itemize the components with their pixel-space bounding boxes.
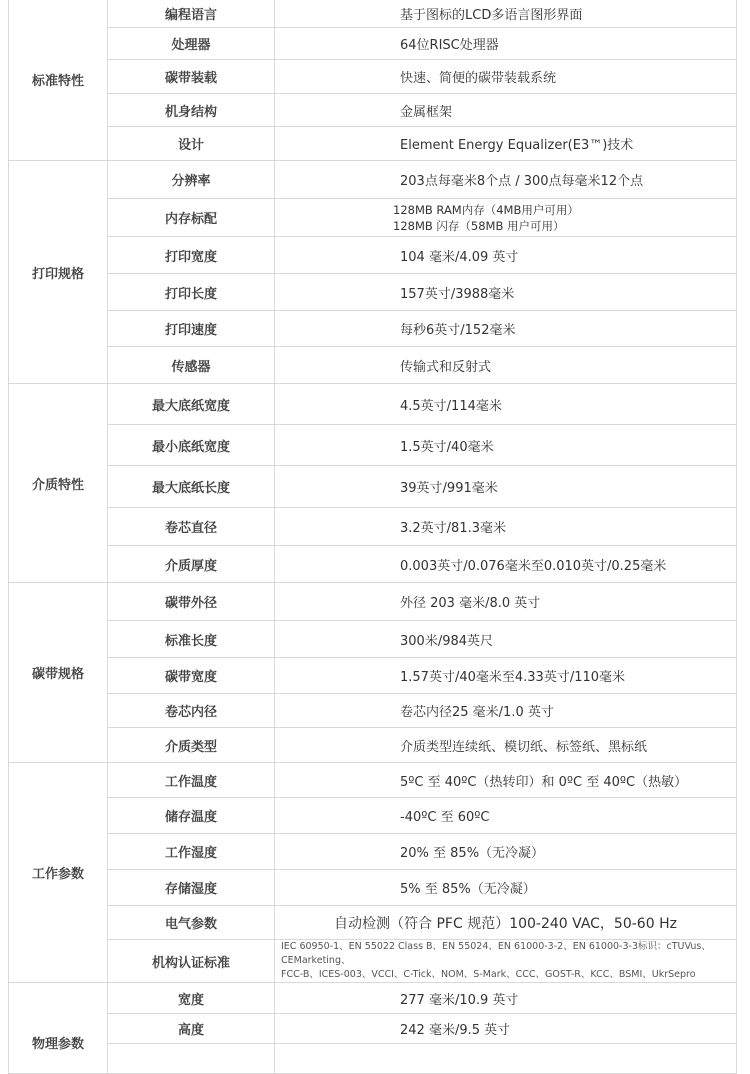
table-row bbox=[9, 384, 737, 425]
row-label: 打印速度 bbox=[108, 311, 275, 347]
row-value: 每秒6英寸/152毫米 bbox=[275, 311, 737, 347]
row-value: 1.57英寸/40毫米至4.33英寸/110毫米 bbox=[275, 658, 737, 694]
row-value: 传输式和反射式 bbox=[275, 347, 737, 384]
table-row bbox=[9, 161, 737, 199]
row-value: 242 毫米/9.5 英寸 bbox=[275, 1014, 737, 1044]
section-label: 介质特性 bbox=[9, 384, 108, 583]
row-value: 203点每毫米8个点 / 300点每毫米12个点 bbox=[275, 161, 737, 199]
row-value: 介质类型连续纸、模切纸、标签纸、黑标纸 bbox=[275, 728, 737, 763]
table-row bbox=[9, 311, 737, 347]
table-row bbox=[9, 94, 737, 127]
row-label: 宽度 bbox=[108, 983, 275, 1014]
table-row bbox=[9, 466, 737, 508]
table-row bbox=[9, 28, 737, 60]
table-row bbox=[9, 728, 737, 763]
row-value: 157英寸/3988毫米 bbox=[275, 274, 737, 311]
value-line: FCC-B、ICES-003、VCCI、C-Tick、NOM、S-Mark、CCC、GOST-R、KCC、BSMI、UkrSepro bbox=[281, 969, 696, 980]
row-value: 5% 至 85%（无冷凝） bbox=[275, 870, 737, 906]
value-line: 128MB RAM内存（4MB用户可用） bbox=[393, 202, 579, 217]
row-label: 工作湿度 bbox=[108, 834, 275, 870]
row-label: 高度 bbox=[108, 1014, 275, 1044]
section-label: 物理参数 bbox=[9, 983, 108, 1074]
section-label: 碳带规格 bbox=[9, 583, 108, 763]
row-label: 标准长度 bbox=[108, 621, 275, 658]
table-row bbox=[9, 621, 737, 658]
row-label: 卷芯内径 bbox=[108, 694, 275, 728]
row-label: 碳带宽度 bbox=[108, 658, 275, 694]
row-label: 最大底纸长度 bbox=[108, 466, 275, 508]
row-label: 内存标配 bbox=[108, 199, 275, 237]
row-label: 电气参数 bbox=[108, 906, 275, 940]
spec-table bbox=[8, 0, 737, 1074]
table-row bbox=[9, 199, 737, 237]
row-label: 介质厚度 bbox=[108, 546, 275, 583]
row-value: 0.003英寸/0.076毫米至0.010英寸/0.25毫米 bbox=[275, 546, 737, 583]
row-value: 自动检测（符合 PFC 规范）100-240 VAC，50-60 Hz bbox=[275, 906, 737, 940]
table-row bbox=[9, 237, 737, 274]
value-line: 128MB 闪存（58MB 用户可用） bbox=[393, 218, 565, 233]
table-row bbox=[9, 983, 737, 1014]
table-row bbox=[9, 583, 737, 621]
row-value: 快速、简便的碳带装载系统 bbox=[275, 60, 737, 94]
row-value: 4.5英寸/114毫米 bbox=[275, 384, 737, 425]
section-label: 标准特性 bbox=[9, 0, 108, 161]
table-row bbox=[9, 1014, 737, 1044]
section-label: 工作参数 bbox=[9, 763, 108, 983]
table-row bbox=[9, 1044, 737, 1074]
table-row bbox=[9, 694, 737, 728]
table-row bbox=[9, 834, 737, 870]
row-value: 基于图标的LCD多语言图形界面 bbox=[275, 0, 737, 28]
row-value: 金属框架 bbox=[275, 94, 737, 127]
row-value: 277 毫米/10.9 英寸 bbox=[275, 983, 737, 1014]
row-label: 介质类型 bbox=[108, 728, 275, 763]
row-value bbox=[275, 199, 737, 237]
row-label: 碳带装载 bbox=[108, 60, 275, 94]
row-label: 设计 bbox=[108, 127, 275, 161]
table-row bbox=[9, 508, 737, 546]
row-value: 卷芯内径25 毫米/1.0 英寸 bbox=[275, 694, 737, 728]
table-row bbox=[9, 763, 737, 798]
row-value: 外径 203 毫米/8.0 英寸 bbox=[275, 583, 737, 621]
row-label: 最小底纸宽度 bbox=[108, 425, 275, 466]
row-value: 39英寸/991毫米 bbox=[275, 466, 737, 508]
table-row bbox=[9, 425, 737, 466]
table-row bbox=[9, 940, 737, 983]
row-label: 卷芯直径 bbox=[108, 508, 275, 546]
row-value: -40ºC 至 60ºC bbox=[275, 798, 737, 834]
table-row bbox=[9, 347, 737, 384]
value-line: IEC 60950-1、EN 55022 Class B、EN 55024、EN 61000-3-2、EN 61000-3-3标识：cTUVus、CEMarketing、 bbox=[281, 941, 711, 966]
table-row bbox=[9, 60, 737, 94]
table-row bbox=[9, 658, 737, 694]
row-value: 64位RISC处理器 bbox=[275, 28, 737, 60]
row-value: 300米/984英尺 bbox=[275, 621, 737, 658]
row-value: 1.5英寸/40毫米 bbox=[275, 425, 737, 466]
row-label: 编程语言 bbox=[108, 0, 275, 28]
row-value: 5ºC 至 40ºC（热转印）和 0ºC 至 40ºC（热敏） bbox=[275, 763, 737, 798]
table-row bbox=[9, 127, 737, 161]
table-row bbox=[9, 0, 737, 28]
row-label: 处理器 bbox=[108, 28, 275, 60]
row-value bbox=[275, 1044, 737, 1074]
row-value: 3.2英寸/81.3毫米 bbox=[275, 508, 737, 546]
row-label: 储存温度 bbox=[108, 798, 275, 834]
row-label bbox=[108, 1044, 275, 1074]
row-label: 机构认证标准 bbox=[108, 940, 275, 983]
table-row bbox=[9, 546, 737, 583]
row-label: 传感器 bbox=[108, 347, 275, 384]
row-label: 存储湿度 bbox=[108, 870, 275, 906]
section-label: 打印规格 bbox=[9, 161, 108, 384]
row-label: 机身结构 bbox=[108, 94, 275, 127]
row-value: 104 毫米/4.09 英寸 bbox=[275, 237, 737, 274]
table-row bbox=[9, 906, 737, 940]
table-row bbox=[9, 798, 737, 834]
row-value: 20% 至 85%（无冷凝） bbox=[275, 834, 737, 870]
table-row bbox=[9, 274, 737, 311]
row-label: 分辨率 bbox=[108, 161, 275, 199]
row-value bbox=[275, 940, 737, 983]
row-value: Element Energy Equalizer(E3™)技术 bbox=[275, 127, 737, 161]
table-row bbox=[9, 870, 737, 906]
row-label: 最大底纸宽度 bbox=[108, 384, 275, 425]
row-label: 碳带外径 bbox=[108, 583, 275, 621]
row-label: 打印宽度 bbox=[108, 237, 275, 274]
row-label: 打印长度 bbox=[108, 274, 275, 311]
row-label: 工作温度 bbox=[108, 763, 275, 798]
